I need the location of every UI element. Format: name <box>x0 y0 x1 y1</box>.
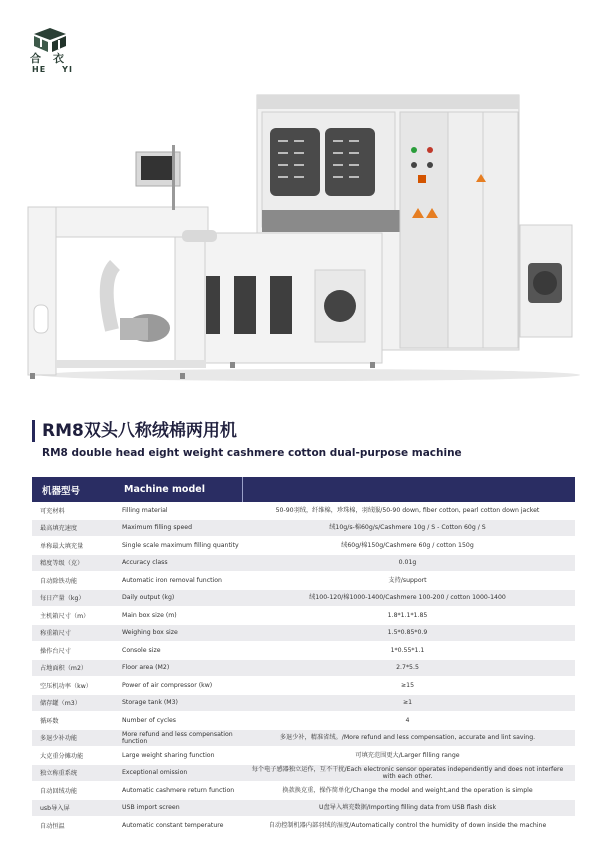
row-label-cn: 称重箱尺寸 <box>40 630 71 638</box>
row-label-cn: 空压机功率（kw） <box>40 682 92 690</box>
row-label-en: Single scale maximum filling quantity <box>122 541 239 549</box>
header-value <box>243 477 575 502</box>
table-row <box>32 607 575 625</box>
product-title-en: RM8 double head eight weight cashmere cotton dual-purpose machine <box>42 447 462 459</box>
row-label-cn: 储存罐（m3） <box>40 700 81 708</box>
row-value: 支持/support <box>388 576 427 584</box>
row-value: 1.8*1.1*1.85 <box>387 611 428 619</box>
row-value: 换款换克重，操作简单化/Change the model and weight,and the operation is simple <box>282 786 533 794</box>
table-row <box>32 572 575 590</box>
table-row <box>32 730 575 748</box>
product-title-block <box>32 420 237 442</box>
table-row <box>32 677 575 695</box>
row-value: ≥15 <box>400 681 415 689</box>
row-label-cn: 占地面积（m2） <box>40 665 88 673</box>
row-value: 50-90羽绒，纤维棉，珍珠棉，羽绒服/50-90 down, fiber cotton, pearl cotton down jacket <box>275 506 540 514</box>
logo-mark-icon <box>30 28 70 52</box>
product-title-cn: RM8双头八称绒棉两用机 <box>42 421 237 441</box>
row-label-en: Maximum filling speed <box>122 524 193 532</box>
row-value: 1.5*0.85*0.9 <box>387 629 428 637</box>
row-value: 每个电子感器独立运作，互不干扰/Each electronic sensor operates independently and does not interfere with each other. <box>251 765 564 780</box>
row-label-cn: 最高填充速度 <box>40 525 78 533</box>
table-row <box>32 712 575 730</box>
row-value: 多退少补，精准省绒。/More refund and less compensation, accurate and lint saving. <box>279 734 536 742</box>
row-label-en: Filling material <box>122 506 168 514</box>
spec-table <box>32 477 575 835</box>
table-row <box>32 817 575 835</box>
row-label-cn: 循环数 <box>40 717 59 725</box>
row-label-cn: 多退少补功能 <box>40 735 78 743</box>
table-row <box>32 625 575 643</box>
header-cn: 机器型号 <box>42 485 81 497</box>
table-row <box>32 590 575 608</box>
table-row <box>32 502 575 520</box>
table-row <box>32 660 575 678</box>
row-label-cn: 单称最大填充量 <box>40 542 84 550</box>
row-label-en: Main box size (m) <box>122 611 177 619</box>
row-value: 绒10g/s-棉60g/s/Cashmere 10g / S - Cotton 60g / S <box>329 524 486 532</box>
row-label-en: Exceptional omission <box>122 769 188 777</box>
row-label-cn: 自动除铁功能 <box>40 577 78 585</box>
row-value: 0.01g <box>398 559 417 567</box>
row-value: 绒100-120/棉1000-1400/Cashmere 100-200 / cotton 1000-1400 <box>309 594 506 602</box>
row-value: 自动控制机器内部羽绒的湿度/Automatically control the humidity of down inside the machine <box>268 821 547 829</box>
row-value: 1*0.55*1.1 <box>390 646 425 654</box>
row-value: U盘导入填充数据/Importing filling data from USB flash disk <box>318 804 497 812</box>
row-label-cn: 主机箱尺寸（m） <box>40 612 90 620</box>
row-label-en: Accuracy class <box>122 559 168 567</box>
row-label-en: Storage tank (M3) <box>122 699 178 707</box>
row-label-en: USB import screen <box>122 804 180 812</box>
row-label-en: Automatic constant temperature <box>122 821 224 829</box>
row-label-en: More refund and less compensation function <box>122 730 233 745</box>
row-value: 绒60g/棉150g/Cashmere 60g / cotton 150g <box>341 541 474 549</box>
spec-table-body <box>32 502 575 835</box>
row-label-cn: 可充材料 <box>40 507 65 515</box>
row-label-cn: 大克重分摊功能 <box>40 752 84 760</box>
table-row <box>32 555 575 573</box>
table-row <box>32 695 575 713</box>
table-row <box>32 800 575 818</box>
brand-name-cn: 合衣 <box>30 52 76 65</box>
table-row <box>32 782 575 800</box>
row-label-cn: 自动回绒功能 <box>40 787 78 795</box>
row-label-cn: usb导入屏 <box>40 805 70 813</box>
row-label-cn: 独立称重系统 <box>40 770 78 778</box>
row-label-en: Daily output (kg) <box>122 594 175 602</box>
row-label-cn: 操作台尺寸 <box>40 647 71 655</box>
table-row <box>32 765 575 783</box>
row-label-en: Power of air compressor (kw) <box>122 681 213 689</box>
row-label-cn: 精度等级（克） <box>40 560 84 568</box>
row-label-en: Automatic cashmere return function <box>122 786 235 794</box>
row-label-cn: 每日产量（kg） <box>40 595 85 603</box>
table-row <box>32 642 575 660</box>
row-value: ≥1 <box>402 699 413 707</box>
row-label-cn: 自动恒温 <box>40 822 65 830</box>
table-row <box>32 520 575 538</box>
row-label-en: Floor area (M2) <box>122 664 170 672</box>
row-label-en: Console size <box>122 646 161 654</box>
row-label-en: Large weight sharing function <box>122 751 215 759</box>
row-label-en: Weighing box size <box>122 629 178 637</box>
brand-name-en <box>32 65 73 74</box>
row-label-en: Automatic iron removal function <box>122 576 222 584</box>
machine-photo <box>20 90 580 390</box>
spec-table-header <box>32 477 575 502</box>
row-value: 2.7*5.5 <box>396 664 419 672</box>
brand-logo <box>26 28 78 52</box>
table-row <box>32 747 575 765</box>
table-row <box>32 537 575 555</box>
brand-name-en-right: YI <box>62 65 73 74</box>
row-value: 可填充范围更大/Larger filling range <box>355 751 460 759</box>
header-en: Machine model <box>118 477 243 502</box>
row-value: 4 <box>405 716 410 724</box>
row-label-en: Number of cycles <box>122 716 176 724</box>
brand-name-en-left: HE <box>32 65 47 74</box>
